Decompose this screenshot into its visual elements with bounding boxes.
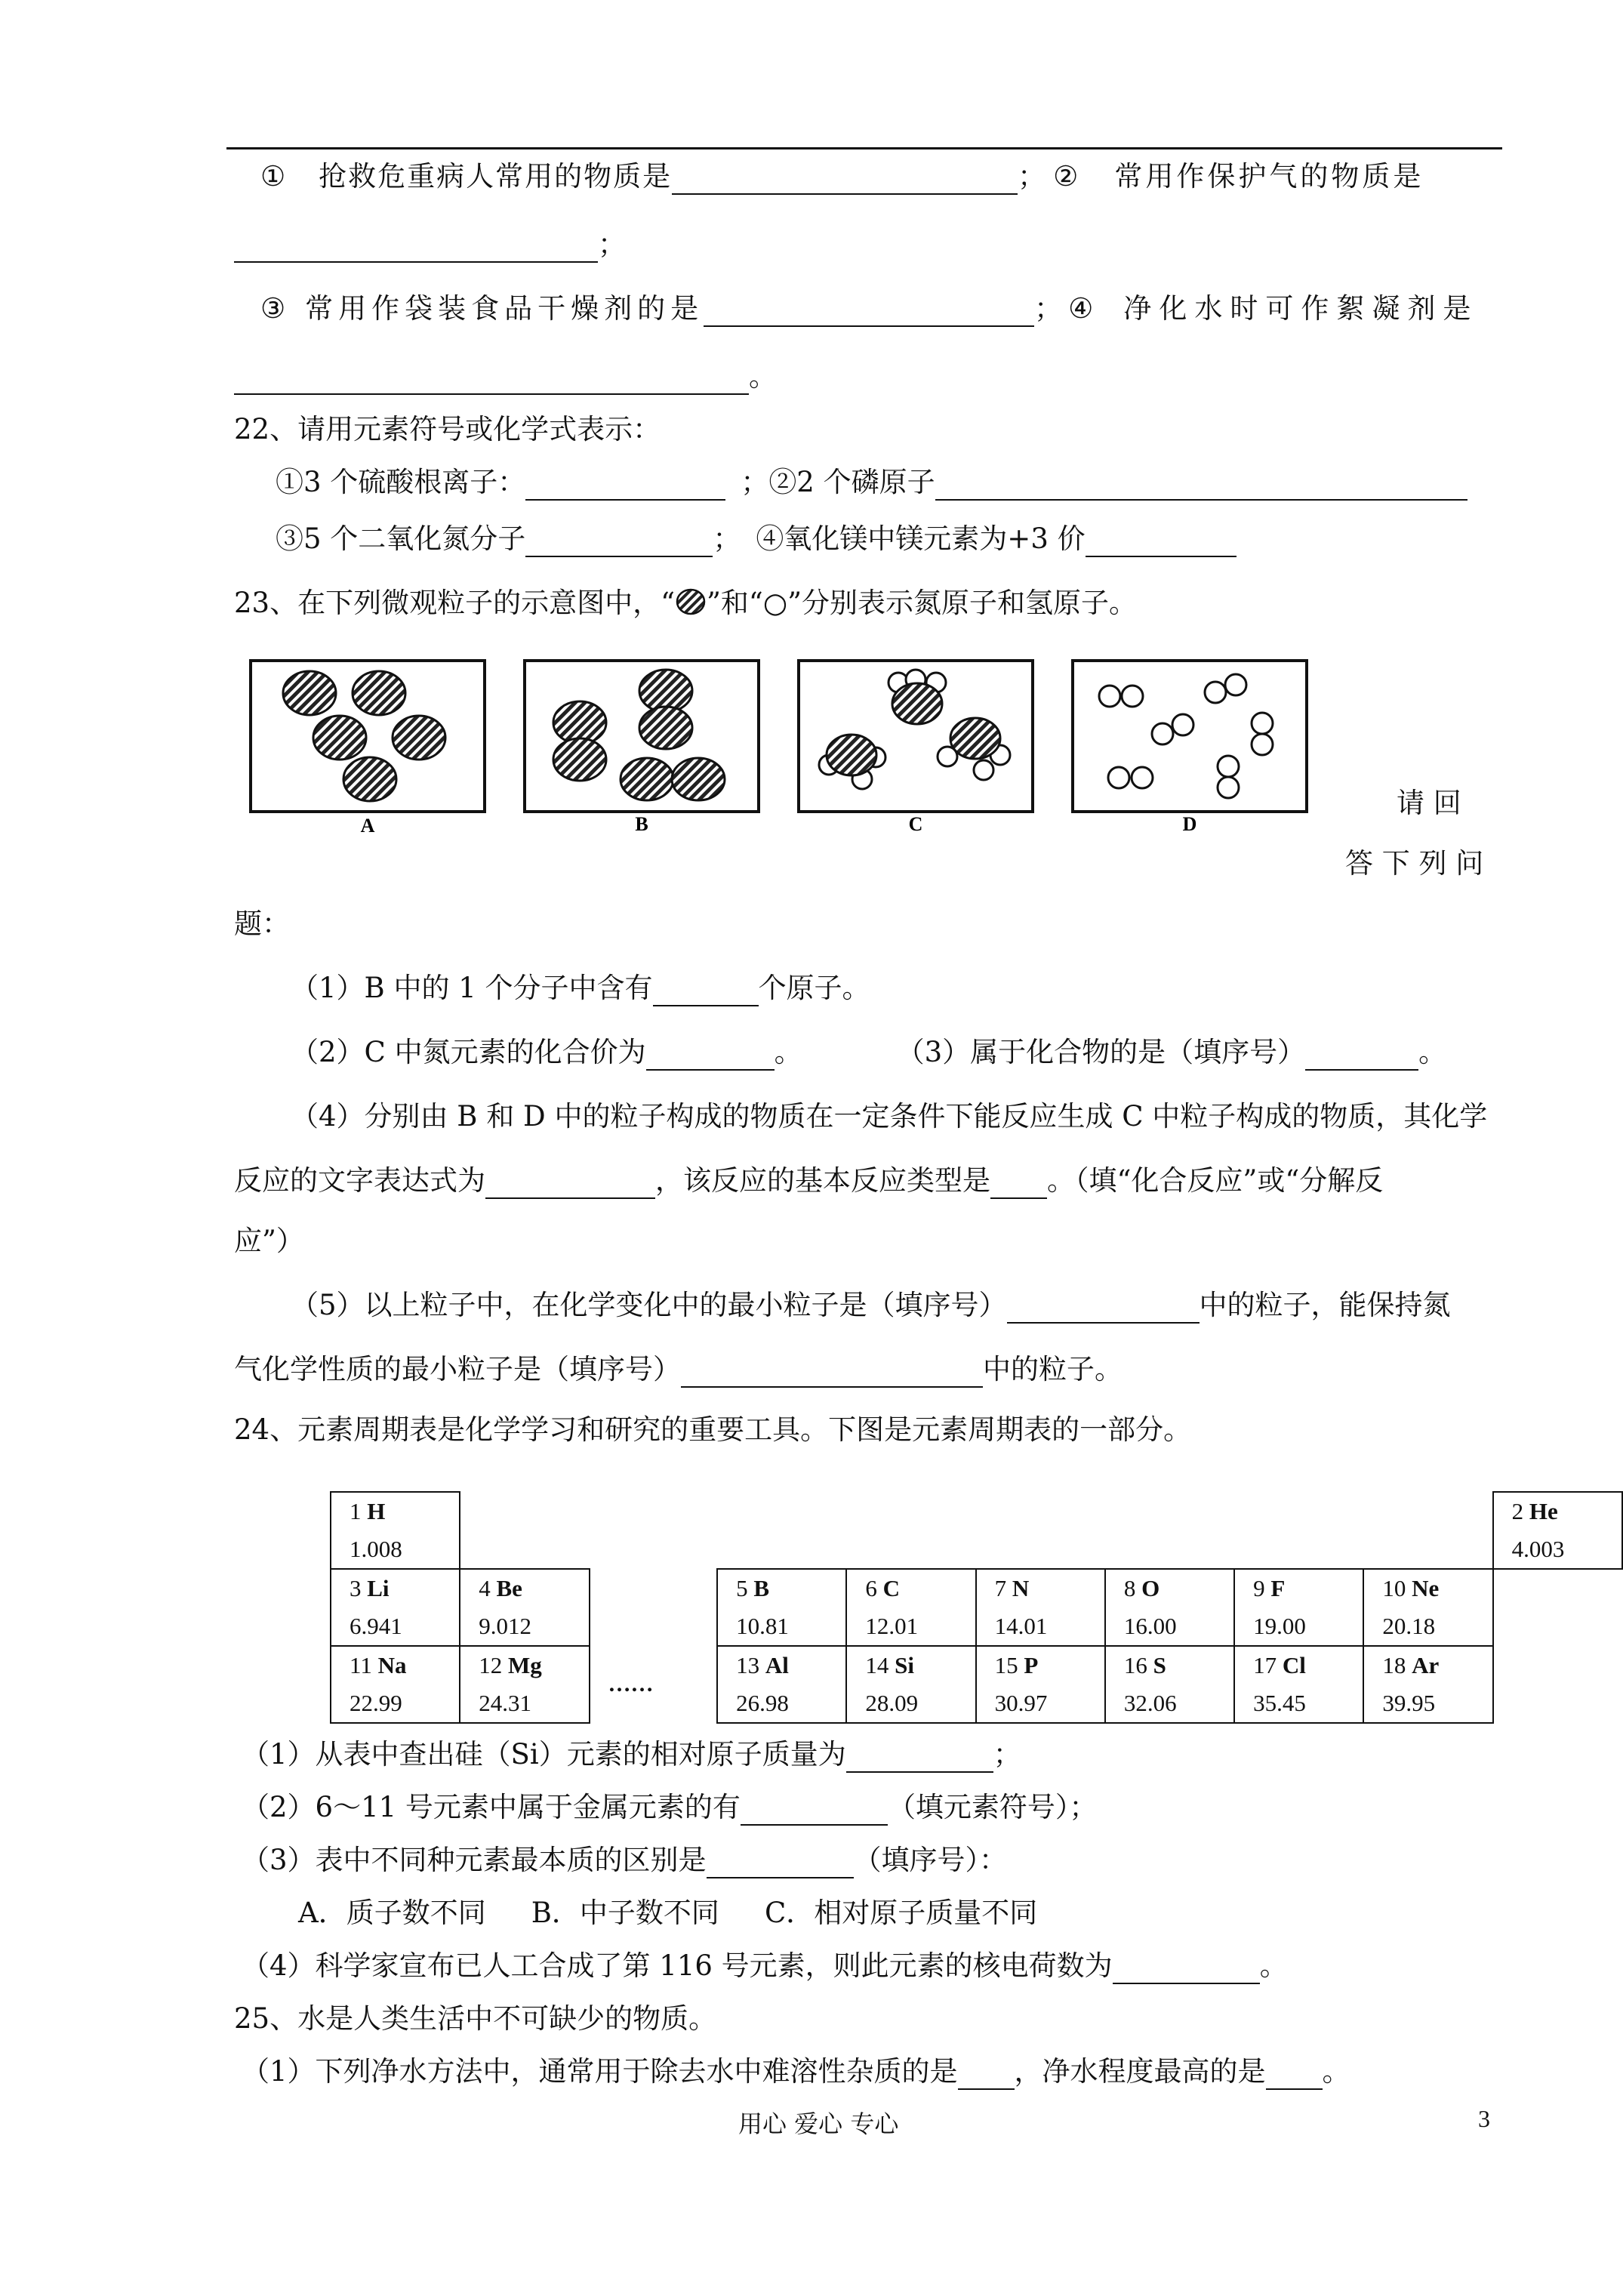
header-rule bbox=[226, 147, 1502, 149]
nitrogen-atom-icon bbox=[675, 587, 707, 617]
q22-line-1: ①3 个硫酸根离子： ；②2 个磷原子 bbox=[276, 464, 1467, 501]
q22-blank-b[interactable] bbox=[935, 470, 1467, 501]
element-mass-na: 22.99 bbox=[331, 1684, 460, 1723]
table-ellipsis: …… bbox=[608, 1672, 654, 1697]
element-mass-s: 32.06 bbox=[1105, 1684, 1234, 1723]
q23-title: 23、在下列微观粒子的示意图中，“ ”和“○”分别表示氮原子和氢原子。 bbox=[234, 587, 1138, 619]
q23-ask-2: 答 下 列 问 bbox=[1345, 847, 1484, 880]
element-mass-p: 30.97 bbox=[976, 1684, 1105, 1723]
q24-blank-3[interactable] bbox=[707, 1848, 854, 1878]
q23-sub-4-line-3: 应”） bbox=[234, 1225, 304, 1257]
q23-blank-1[interactable] bbox=[653, 976, 759, 1006]
element-mass-cl: 35.45 bbox=[1234, 1684, 1363, 1723]
particle-diagram bbox=[242, 649, 1313, 838]
q23-sub-4-line-1: （4）分别由 B 和 D 中的粒子构成的物质在一定条件下能反应生成 C 中粒子构成的物质，其化学 bbox=[291, 1100, 1488, 1133]
element-mass-li: 6.941 bbox=[331, 1607, 460, 1646]
footer-motto: 用心 爱心 专心 bbox=[738, 2110, 899, 2138]
q23-ask-1: 请 回 bbox=[1397, 787, 1461, 819]
q23-ask-3: 题： bbox=[234, 908, 290, 940]
element-cell-f: 9 F bbox=[1234, 1569, 1363, 1607]
element-mass-n: 14.01 bbox=[976, 1607, 1105, 1646]
q21-blank-1[interactable] bbox=[672, 165, 1018, 195]
q22-title: 22、请用元素符号或化学式表示： bbox=[234, 413, 661, 445]
q24-sub-4: （4）科学家宣布已人工合成了第 116 号元素，则此元素的核电荷数为 。 bbox=[242, 1948, 1288, 1984]
q24-options: A．质子数不同 B．中子数不同 C．相对原子质量不同 bbox=[298, 1897, 1038, 1929]
element-mass-f: 19.00 bbox=[1234, 1607, 1363, 1646]
element-mass-c: 12.01 bbox=[846, 1607, 975, 1646]
element-mass-b: 10.81 bbox=[717, 1607, 846, 1646]
q25-title: 25、水是人类生活中不可缺少的物质。 bbox=[234, 2002, 717, 2035]
q21-line-2: ； bbox=[234, 227, 626, 263]
element-cell-li: 3 Li bbox=[331, 1569, 460, 1607]
panel-label-d: D bbox=[1182, 813, 1197, 835]
element-mass-ne: 20.18 bbox=[1363, 1607, 1492, 1646]
q23-sub-2: （2）C 中氮元素的化合价为 。 （3）属于化合物的是（填序号） 。 bbox=[291, 1034, 1446, 1071]
element-cell-p: 15 P bbox=[976, 1646, 1105, 1684]
element-cell-al: 13 Al bbox=[717, 1646, 846, 1684]
q23-sub-4-line-2: 反应的文字表达式为 ，该反应的基本反应类型是 。（填“化合反应”或“分解反 bbox=[234, 1163, 1383, 1199]
element-cell-ne: 10 Ne bbox=[1363, 1569, 1492, 1607]
element-cell-s: 16 S bbox=[1105, 1646, 1234, 1684]
panel-label-b: B bbox=[635, 813, 648, 835]
q25-blank-2[interactable] bbox=[1266, 2060, 1323, 2090]
q23-sub-5-line-2: 气化学性质的最小粒子是（填序号） 中的粒子。 bbox=[234, 1351, 1123, 1388]
q24-blank-4[interactable] bbox=[1113, 1954, 1260, 1984]
q22-line-2: ③5 个二氧化氮分子 ； ④氧化镁中镁元素为+3 价 bbox=[276, 521, 1236, 557]
q23-sub-1: （1）B 中的 1 个分子中含有 个原子。 bbox=[291, 970, 870, 1006]
q23-blank-4a[interactable] bbox=[485, 1169, 655, 1199]
element-mass-al: 26.98 bbox=[717, 1684, 846, 1723]
q24-sub-1: （1）从表中查出硅（Si）元素的相对原子质量为 ； bbox=[242, 1737, 1021, 1773]
q22-blank-d[interactable] bbox=[1086, 527, 1236, 557]
element-cell-n: 7 N bbox=[976, 1569, 1105, 1607]
q23-blank-2[interactable] bbox=[646, 1040, 775, 1071]
q23-blank-4b[interactable] bbox=[990, 1169, 1047, 1199]
element-cell-mg: 12 Mg bbox=[460, 1646, 589, 1684]
q22-blank-a[interactable] bbox=[525, 470, 725, 501]
q24-sub-2: （2）6～11 号元素中属于金属元素的有 （填元素符号）； bbox=[242, 1789, 1097, 1826]
q25-sub-1: （1）下列净水方法中，通常用于除去水中难溶性杂质的是 ，净水程度最高的是 。 bbox=[242, 2054, 1350, 2090]
element-mass-si: 28.09 bbox=[846, 1684, 975, 1723]
element-mass-h: 1.008 bbox=[331, 1530, 460, 1569]
element-mass-be: 9.012 bbox=[460, 1607, 589, 1646]
element-cell-cl: 17 Cl bbox=[1234, 1646, 1363, 1684]
element-cell-be: 4 Be bbox=[460, 1569, 589, 1607]
q21-blank-2[interactable] bbox=[234, 233, 598, 263]
q23-blank-5b[interactable] bbox=[681, 1358, 983, 1388]
panel-c bbox=[799, 661, 1033, 812]
q24-blank-2[interactable] bbox=[741, 1795, 888, 1826]
q22-blank-c[interactable] bbox=[525, 527, 713, 557]
element-cell-si: 14 Si bbox=[846, 1646, 975, 1684]
element-cell-ar: 18 Ar bbox=[1363, 1646, 1492, 1684]
panel-label-a: A bbox=[360, 815, 375, 837]
panel-d bbox=[1073, 661, 1307, 812]
element-cell-o: 8 O bbox=[1105, 1569, 1234, 1607]
q21-line-1: ① 抢救危重病人常用的物质是 ； ② 常用作保护气的物质是 bbox=[260, 159, 1424, 195]
q21-line-4: 。 bbox=[234, 359, 777, 395]
q24-sub-3: （3）表中不同种元素最本质的区别是 （填序号）： bbox=[242, 1842, 1007, 1878]
element-mass-o: 16.00 bbox=[1105, 1607, 1234, 1646]
panel-a bbox=[251, 661, 485, 812]
element-cell-c: 6 C bbox=[846, 1569, 975, 1607]
element-cell-b: 5 B bbox=[717, 1569, 846, 1607]
q21-blank-3[interactable] bbox=[704, 297, 1034, 327]
element-cell-h: 1 H bbox=[331, 1492, 460, 1530]
q25-blank-1[interactable] bbox=[958, 2060, 1015, 2090]
q23-sub-5-line-1: （5）以上粒子中，在化学变化中的最小粒子是（填序号） 中的粒子，能保持氮 bbox=[291, 1287, 1451, 1324]
element-mass-he: 4.003 bbox=[1493, 1530, 1622, 1569]
periodic-table bbox=[330, 1491, 1623, 1724]
element-cell-na: 11 Na bbox=[331, 1646, 460, 1684]
element-mass-ar: 39.95 bbox=[1363, 1684, 1492, 1723]
page-number: 3 bbox=[1478, 2105, 1490, 2132]
panel-label-c: C bbox=[908, 813, 923, 835]
q24-blank-1[interactable] bbox=[846, 1743, 993, 1773]
element-cell-he: 2 He bbox=[1493, 1492, 1622, 1530]
q23-blank-5a[interactable] bbox=[1007, 1293, 1200, 1324]
q21-blank-4[interactable] bbox=[234, 365, 749, 395]
q23-blank-3[interactable] bbox=[1305, 1040, 1418, 1071]
panel-b bbox=[525, 661, 759, 812]
q21-line-3: ③ 常用作袋装食品干燥剂的是 ； ④ 净化水时可作絮凝剂是 bbox=[260, 291, 1478, 327]
element-mass-mg: 24.31 bbox=[460, 1684, 589, 1723]
q24-title: 24、元素周期表是化学学习和研究的重要工具。下图是元素周期表的一部分。 bbox=[234, 1413, 1192, 1446]
